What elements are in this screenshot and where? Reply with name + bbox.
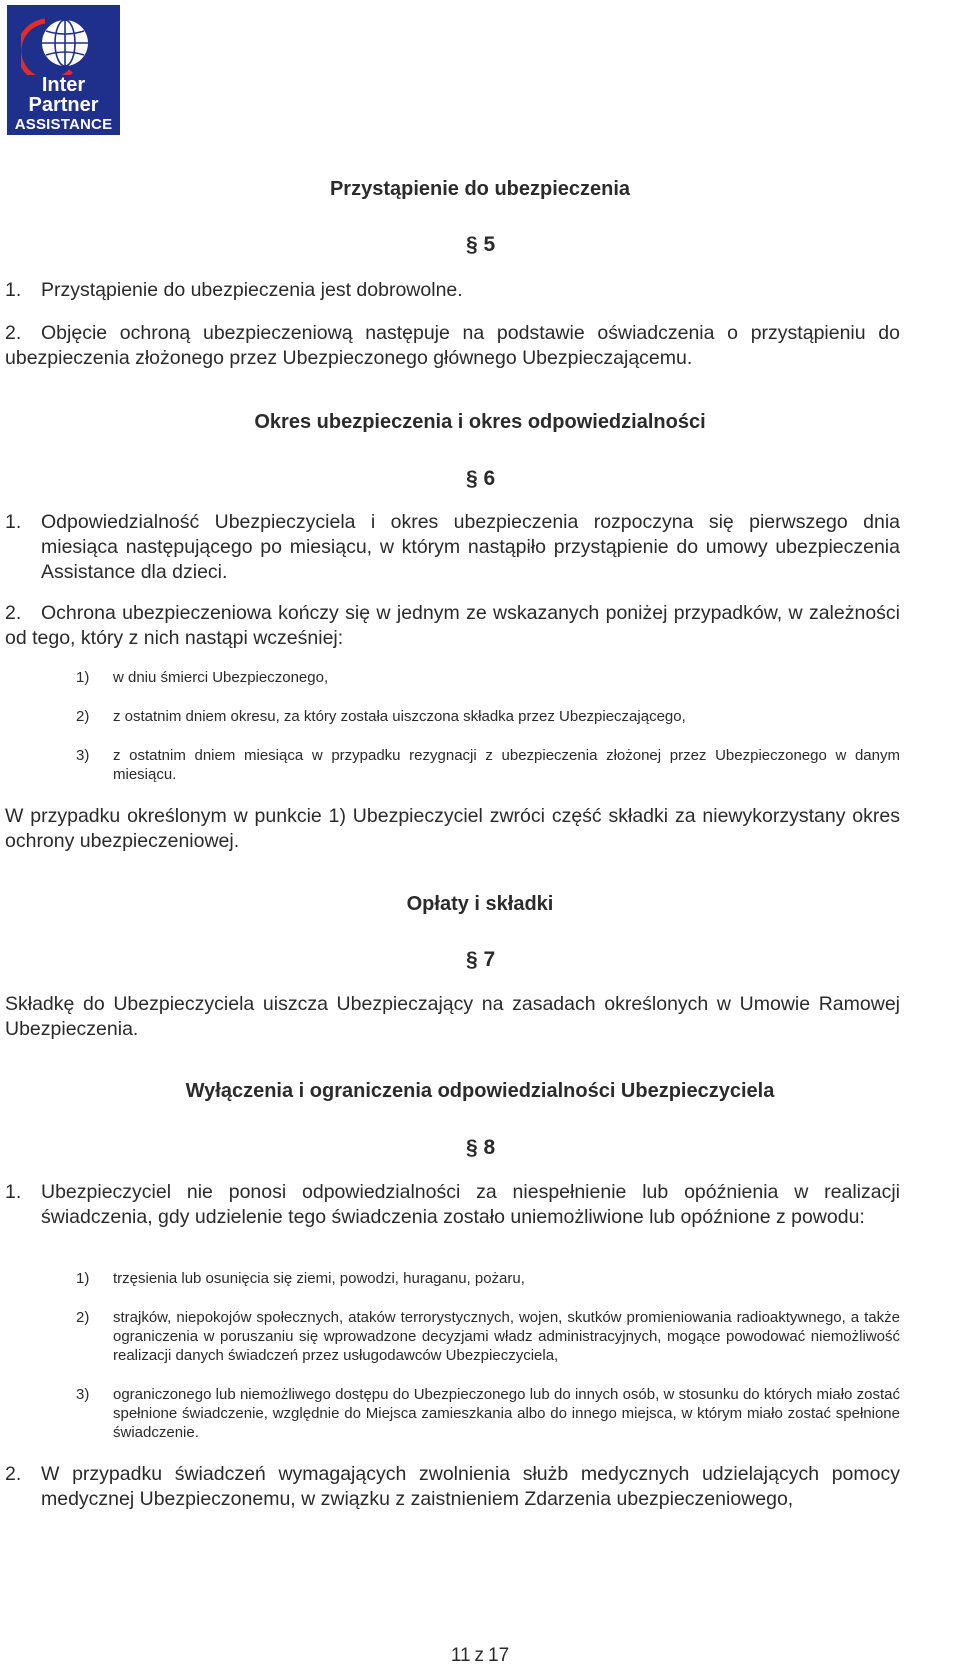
sub-list-item — [76, 746, 900, 784]
list-item — [5, 510, 900, 585]
item-text: W przypadku świadczeń wymagających zwolnienia służb medycznych udzielających pomocy medycznej Ubezpieczonemu, w związku z zaistnieniem Zdarzenia ubezpieczeniowego, — [41, 1463, 900, 1510]
sub-item-text: trzęsienia lub osunięcia się ziemi, powodzi, huraganu, pożaru, — [113, 1270, 525, 1287]
section-heading: Opłaty i składki — [406, 893, 554, 915]
paragraph-number: § 8 — [466, 1136, 496, 1159]
sub-item-number: 2) — [76, 708, 90, 725]
item-number: 2. — [5, 602, 22, 624]
body-paragraph: Składkę do Ubezpieczyciela uiszcza Ubezpieczający na zasadach określonych w Umowie Ramowej Ubezpieczenia. — [5, 993, 900, 1040]
sub-list-item — [76, 1269, 900, 1288]
item-number: 1. — [5, 279, 22, 301]
sub-item-number: 3) — [76, 1386, 90, 1403]
item-number: 2. — [5, 1463, 22, 1485]
sub-item-number: 3) — [76, 747, 90, 764]
item-text: Przystąpienie do ubezpieczenia jest dobrowolne. — [41, 279, 463, 301]
section-heading: Okres ubezpieczenia i okres odpowiedzialności — [254, 411, 706, 433]
item-text: Ochrona ubezpieczeniowa kończy się w jednym ze wskazanych poniżej przypadków, w zależności od tego, który z nich nastąpi wcześniej: — [5, 602, 900, 649]
current-page-number: 11 — [450, 1645, 471, 1666]
sub-list-item — [76, 707, 900, 726]
sub-item-number: 1) — [76, 669, 90, 686]
section-heading: Przystąpienie do ubezpieczenia — [329, 178, 631, 200]
sub-list-item — [76, 668, 900, 687]
sub-item-number: 2) — [76, 1309, 90, 1326]
sub-item-text: strajków, niepokojów społecznych, ataków terrorystycznych, wojen, skutków promieniowania radioaktywnego, a także ograniczenia w poruszaniu się wprowadzone decyzjami władz administracyjnych, mogące powodować niemożliwość realizacji danych świadczeń przez usługodawców Ubezpieczyciela, — [113, 1309, 900, 1364]
item-text: Objęcie ochroną ubezpieczeniową następuje na podstawie oświadczenia o przystąpieniu do ubezpieczenia złożonego przez Ubezpieczonego głównego Ubezpieczającemu. — [5, 322, 900, 369]
section-heading: Wyłączenia i ograniczenia odpowiedzialności Ubezpieczyciela — [185, 1080, 775, 1102]
paragraph-number: § 6 — [466, 467, 496, 490]
item-number: 2. — [5, 322, 22, 344]
item-text: Ubezpieczyciel nie ponosi odpowiedzialności za niespełnienie lub opóźnienia w realizacji świadczenia, gdy udzielenie tego świadczenia zostało uniemożliwione lub opóźnione z powodu: — [41, 1181, 900, 1228]
item-number: 1. — [5, 511, 22, 533]
globe-icon — [21, 13, 107, 75]
list-item — [5, 1462, 900, 1512]
logo-text-inter: Inter — [41, 74, 86, 96]
logo-text-assistance: ASSISTANCE — [14, 116, 113, 133]
page-number-footer — [0, 1645, 960, 1667]
list-item — [5, 321, 900, 371]
list-item — [5, 1180, 900, 1230]
sub-item-text: w dniu śmierci Ubezpieczonego, — [113, 669, 329, 686]
sub-list-item — [76, 1308, 900, 1365]
logo-text-partner: Partner — [28, 94, 99, 116]
item-number: 1. — [5, 1181, 22, 1203]
sub-item-text: ograniczonego lub niemożliwego dostępu do Ubezpieczonego lub do innych osób, w stosunku do których miało zostać spełnione świadczenie, względnie do Miejsca zamieszkania albo do innego miejsca, w którym miało zostać spełnione świadczenie. — [113, 1386, 900, 1441]
list-item — [5, 601, 900, 651]
total-page-count: 17 — [488, 1645, 510, 1666]
inter-partner-assistance-logo — [7, 5, 120, 135]
note-paragraph: W przypadku określonym w punkcie 1) Ubezpieczyciel zwróci część składki za niewykorzystany okres ochrony ubezpieczeniowej. — [5, 805, 900, 852]
list-item — [5, 278, 900, 303]
sub-list-item — [76, 1385, 900, 1442]
item-text: Odpowiedzialność Ubezpieczyciela i okres ubezpieczenia rozpoczyna się pierwszego dnia miesiąca następującego po miesiącu, w którym nastąpiło przystąpienie do umowy ubezpieczenia Assistance dla dzieci. — [41, 511, 900, 583]
sub-item-text: z ostatnim dniem miesiąca w przypadku rezygnacji z ubezpieczenia złożonej przez Ubezpieczonego w danym miesiącu. — [113, 747, 900, 783]
page-separator: z — [474, 1645, 485, 1666]
sub-item-number: 1) — [76, 1270, 90, 1287]
sub-item-text: z ostatnim dniem okresu, za który została uiszczona składka przez Ubezpieczającego, — [113, 708, 686, 725]
paragraph-number: § 7 — [466, 948, 496, 971]
paragraph-number: § 5 — [466, 233, 496, 256]
